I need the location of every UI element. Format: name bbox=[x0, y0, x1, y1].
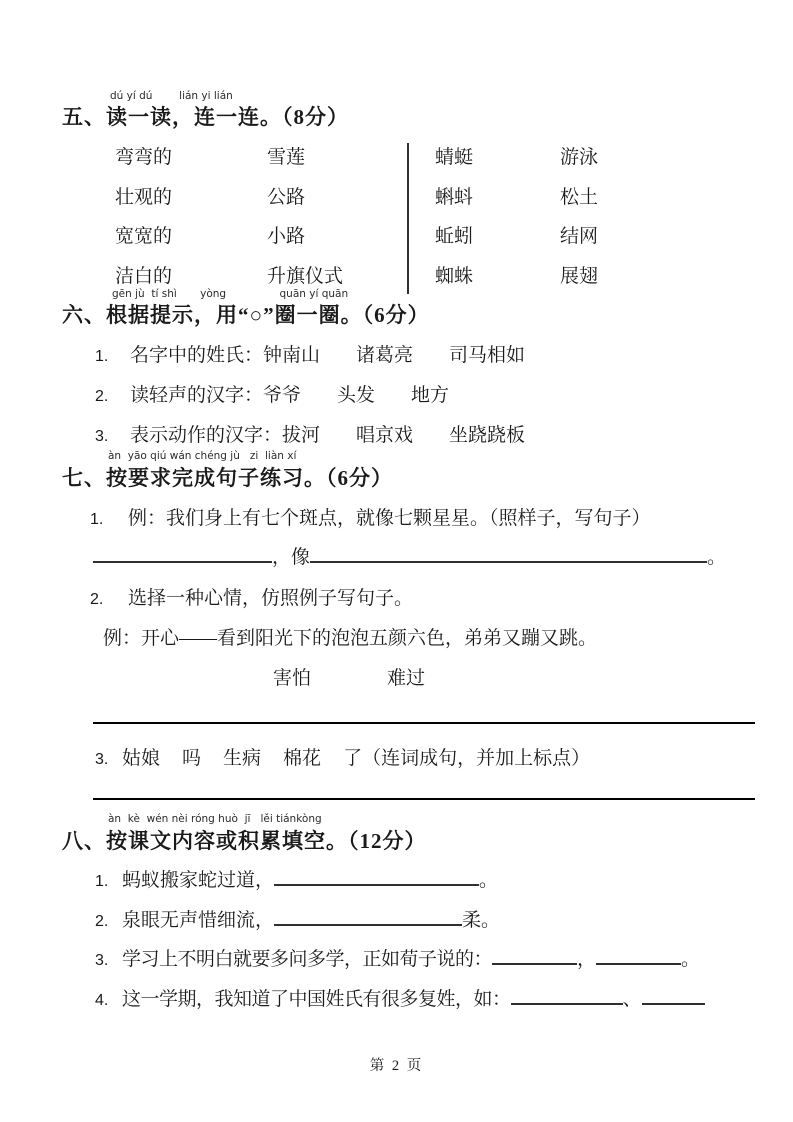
match-item: 升旗仪式 bbox=[267, 265, 344, 287]
item-number: 2. bbox=[90, 591, 104, 608]
circle-option: 爷爷 bbox=[263, 385, 302, 406]
answer-blank bbox=[492, 949, 577, 965]
blank-period: 。 bbox=[707, 547, 727, 568]
scrambled-word: 姑娘 bbox=[122, 748, 161, 769]
item-note: （连词成句，并加上标点） bbox=[362, 748, 591, 769]
sentence-item-1 bbox=[90, 506, 651, 533]
match-item: 公路 bbox=[267, 186, 306, 208]
match-item: 蜻蜓 bbox=[435, 147, 474, 168]
item-number: 3. bbox=[95, 952, 109, 969]
circle-item-3 bbox=[95, 423, 525, 450]
match-item: 蜘蛛 bbox=[435, 265, 474, 287]
fill-item-1 bbox=[95, 868, 498, 895]
item-text: 泉眼无声惜细流， bbox=[122, 910, 275, 931]
item-number: 1. bbox=[95, 348, 109, 365]
mood-option: 害怕 bbox=[273, 668, 312, 689]
match-item: 洁白的 bbox=[115, 265, 173, 287]
match-item: 松土 bbox=[560, 186, 599, 208]
item-suffix: 。 bbox=[479, 870, 499, 891]
item-number: 1. bbox=[90, 511, 104, 528]
answer-blank bbox=[310, 547, 707, 563]
item-text: 这一学期，我知道了中国姓氏有很多复姓，如： bbox=[122, 989, 511, 1010]
scrambled-word: 生病 bbox=[223, 748, 262, 769]
match-item: 壮观的 bbox=[115, 186, 173, 208]
circle-option: 坐跷跷板 bbox=[449, 425, 526, 446]
section5-pinyin: dú yí dú lián yi lián bbox=[110, 90, 233, 102]
circle-option: 拔河 bbox=[282, 425, 321, 446]
item-suffix: 柔。 bbox=[462, 910, 501, 931]
match-item: 小路 bbox=[267, 226, 306, 247]
answer-blank bbox=[596, 949, 681, 965]
section6-title: 六、根据提示，用“○”圈一圈。（6分） bbox=[62, 303, 430, 327]
example-sentence: 例：开心——看到阳光下的泡泡五颜六色，弟弟又蹦又跳。 bbox=[103, 628, 598, 649]
answer-blank bbox=[511, 989, 623, 1005]
item-number: 1. bbox=[95, 873, 109, 890]
circle-option: 司马相如 bbox=[449, 345, 526, 366]
answer-rule-line bbox=[93, 798, 755, 800]
page-number: 第 2 页 bbox=[369, 1058, 424, 1074]
item-prompt: 读轻声的汉字： bbox=[130, 385, 264, 406]
scrambled-word: 棉花 bbox=[283, 748, 322, 769]
blank-connector: ，像 bbox=[272, 547, 311, 568]
item-text: 例：我们身上有七个斑点，就像七颗星星。（照样子，写句子） bbox=[128, 508, 651, 529]
section6-pinyin: gēn jù tí shì yòng quān yí quān bbox=[112, 288, 349, 300]
match-column-adjectives bbox=[115, 143, 172, 289]
mood-option: 难过 bbox=[387, 668, 426, 689]
match-column-nouns bbox=[267, 143, 343, 289]
item-separator: ， bbox=[577, 949, 597, 970]
item-separator: 、 bbox=[622, 989, 642, 1010]
match-item: 弯弯的 bbox=[115, 147, 173, 168]
section7-pinyin: àn yāo qiú wán chéng jù zi liàn xí bbox=[108, 450, 297, 462]
circle-option: 头发 bbox=[337, 385, 376, 406]
match-column-actions bbox=[560, 143, 598, 289]
answer-blank bbox=[274, 910, 462, 926]
matching-exercise bbox=[0, 143, 793, 298]
circle-item-1 bbox=[95, 343, 525, 370]
item-text: 选择一种心情，仿照例子写句子。 bbox=[128, 588, 414, 609]
item-text: 学习上不明白就要多问多学，正如荀子说的： bbox=[122, 949, 493, 970]
circle-option: 诸葛亮 bbox=[356, 345, 414, 366]
scrambled-word: 了 bbox=[343, 748, 363, 769]
column-divider bbox=[407, 143, 409, 294]
item-text: 蚂蚁搬家蛇过道， bbox=[122, 870, 275, 891]
answer-blank bbox=[642, 989, 705, 1005]
fill-item-4 bbox=[95, 987, 705, 1014]
match-item: 游泳 bbox=[560, 147, 599, 168]
answer-blank bbox=[274, 870, 479, 886]
section7-title: 七、按要求完成句子练习。（6分） bbox=[62, 466, 393, 490]
fill-item-3 bbox=[95, 947, 700, 974]
match-item: 宽宽的 bbox=[115, 226, 173, 247]
section8-pinyin: àn kè wén nèi róng huò jī lěi tiánkòng bbox=[108, 813, 322, 825]
item-number: 4. bbox=[95, 992, 109, 1009]
answer-blank bbox=[93, 547, 272, 563]
match-item: 蝌蚪 bbox=[435, 186, 474, 208]
scrambled-word: 吗 bbox=[182, 748, 202, 769]
sentence-item-3 bbox=[95, 746, 590, 773]
sentence-answer-line bbox=[93, 545, 726, 571]
item-prompt: 名字中的姓氏： bbox=[130, 345, 264, 366]
item-prompt: 表示动作的汉字： bbox=[130, 425, 283, 446]
item-number: 2. bbox=[95, 913, 109, 930]
circle-item-2 bbox=[95, 383, 449, 410]
match-item: 展翅 bbox=[560, 265, 599, 287]
section5-title: 五、读一读，连一连。（8分） bbox=[62, 105, 349, 129]
section8-title: 八、按课文内容或积累填空。（12分） bbox=[62, 829, 427, 853]
fill-item-2 bbox=[95, 908, 500, 935]
match-column-animals bbox=[435, 143, 473, 289]
item-number: 2. bbox=[95, 388, 109, 405]
sentence-item-2 bbox=[90, 586, 413, 613]
item-number: 3. bbox=[95, 428, 109, 445]
match-item: 蚯蚓 bbox=[435, 226, 474, 247]
match-item: 雪莲 bbox=[267, 147, 306, 168]
circle-option: 唱京戏 bbox=[356, 425, 414, 446]
circle-option: 钟南山 bbox=[263, 345, 321, 366]
match-item: 结网 bbox=[560, 226, 599, 247]
answer-rule-line bbox=[93, 722, 755, 724]
item-suffix: 。 bbox=[681, 949, 701, 970]
circle-option: 地方 bbox=[411, 385, 450, 406]
item-number: 3. bbox=[95, 751, 109, 768]
